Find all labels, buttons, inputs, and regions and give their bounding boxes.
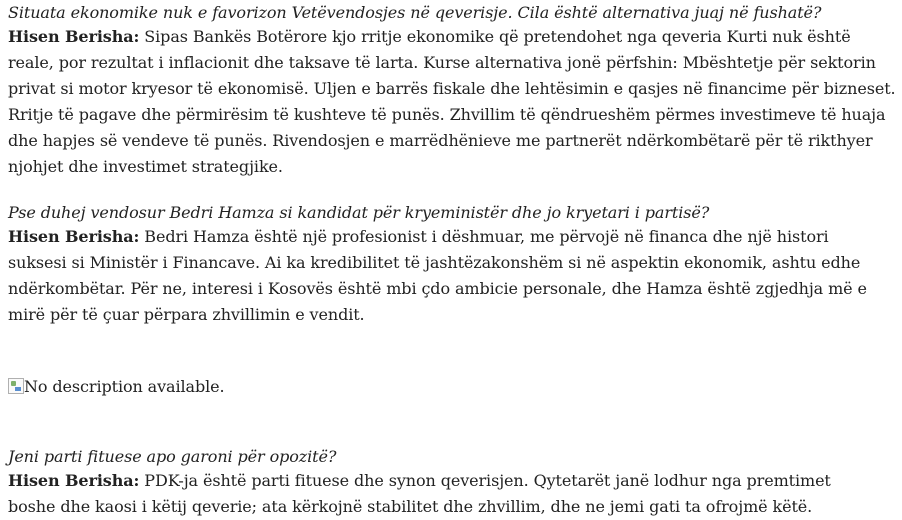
speaker-name: Hisen Berisha: <box>8 27 140 46</box>
answer-line: dhe hapjes së vendeve të punës. Rivendosjen e marrëdhënieve me partnerët ndërkombëtarë për të rikthyer <box>8 131 873 150</box>
interview-block-candidate <box>8 200 896 328</box>
speaker-name: Hisen Berisha: <box>8 471 140 490</box>
interview-block-opposition <box>8 444 896 520</box>
interview-question: Jeni parti fituese apo garoni për opozitë? <box>8 447 337 466</box>
answer-line: suksesi si Ministër i Financave. Ai ka kredibilitet të jashtëzakonshëm si në aspektin ekonomik, ashtu edhe <box>8 253 861 272</box>
answer-line: Rritje të pagave dhe përmirësim të kushteve të punës. Zhvillim të qëndrueshëm përmes investimeve të huaja <box>8 105 886 124</box>
answer-line: mirë për të çuar përpara zhvillimin e vendit. <box>8 305 365 324</box>
answer-line: Sipas Bankës Botërore kjo rritje ekonomike që pretendohet nga qeveria Kurti nuk është <box>139 27 851 46</box>
interview-answer <box>8 468 896 520</box>
broken-image-icon <box>8 378 24 394</box>
answer-line: boshe dhe kaosi i këtij qeverie; ata kërkojnë stabilitet dhe zhvillim, dhe ne jemi gati ta ofrojmë këtë. <box>8 497 813 516</box>
answer-line: PDK-ja është parti fituese dhe synon qeverisjen. Qytetarët janë lodhur nga premtimet <box>139 471 831 490</box>
answer-line: reale, por rezultat i inflacionit dhe taksave të larta. Kurse alternativa jonë përfshin: Mbështetje për sektorin <box>8 53 876 72</box>
interview-answer <box>8 224 896 328</box>
interview-block-economy <box>8 0 896 180</box>
interview-question: Situata ekonomike nuk e favorizon Vetëvendosjes në qeverisje. Cila është alternativa juaj në fushatë? <box>8 3 822 22</box>
paragraph-spacer <box>8 328 896 368</box>
answer-line: Bedri Hamza është një profesionist i dëshmuar, me përvojë në financa dhe një histori <box>139 227 829 246</box>
answer-line: njohjet dhe investimet strategjike. <box>8 157 283 176</box>
interview-answer <box>8 24 896 180</box>
answer-line: ndërkombëtar. Për ne, interesi i Kosovës është mbi çdo ambicie personale, dhe Hamza është zgjedhja më e <box>8 279 867 298</box>
image-alt-text: No description available. <box>24 376 225 396</box>
speaker-name: Hisen Berisha: <box>8 227 140 246</box>
article-body <box>8 0 896 520</box>
answer-line: privat si motor kryesor të ekonomisë. Uljen e barrës fiskale dhe lehtësimin e qasjes në financime për bizneset. <box>8 79 896 98</box>
interview-question: Pse duhej vendosur Bedri Hamza si kandidat për kryeministër dhe jo kryetari i partisë? <box>8 203 710 222</box>
paragraph-spacer <box>8 404 896 444</box>
paragraph-spacer <box>8 180 896 200</box>
broken-image <box>8 368 896 404</box>
